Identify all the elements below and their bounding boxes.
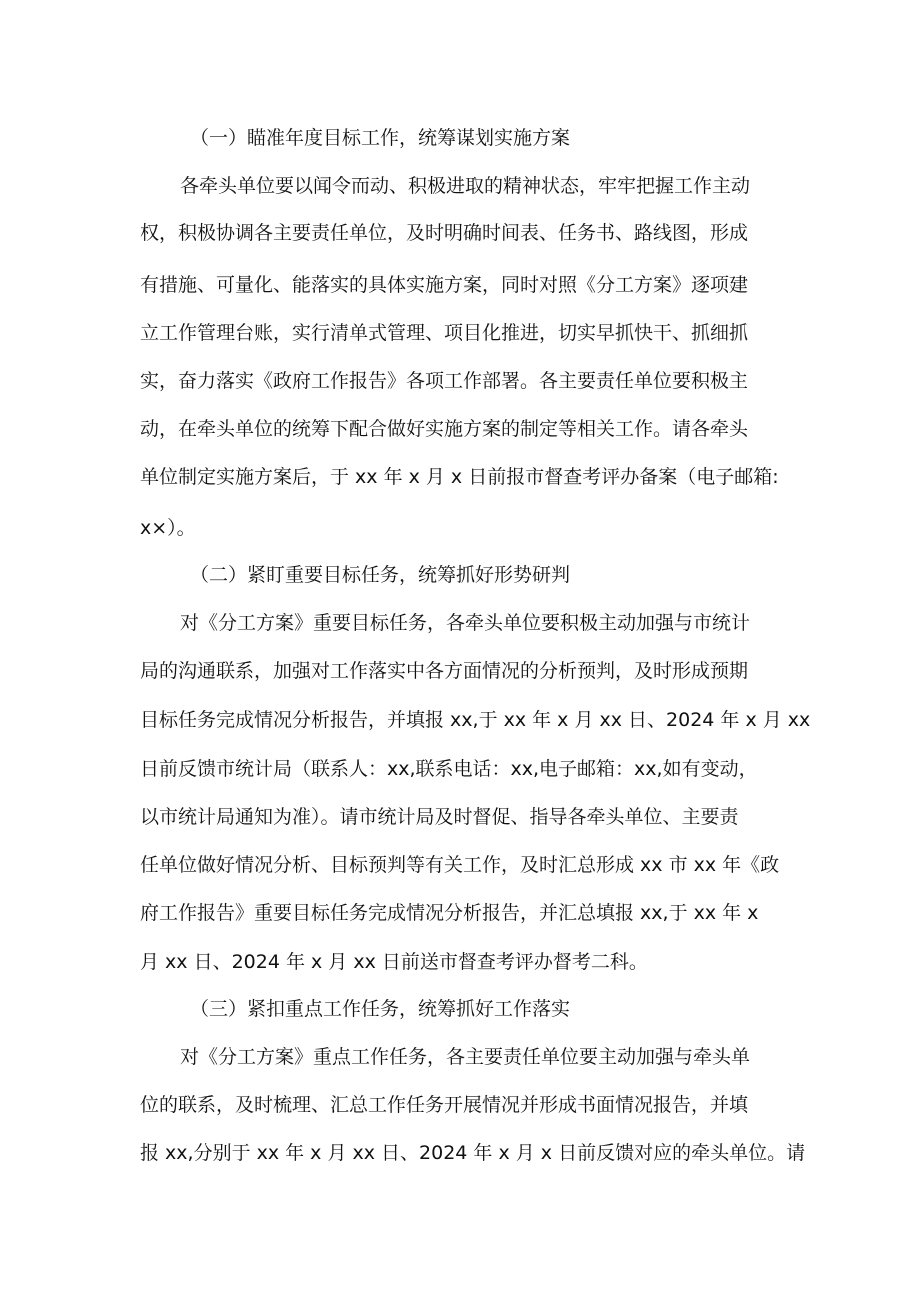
paragraph-line	[0, 651, 920, 691]
paragraph-line-text: 权，积极协调各主要责任单位，及时明确时间表、任务书、路线图，形成	[140, 222, 749, 244]
paragraph-line-text: 日前反馈市统计局（联系人：xx,联系电话：xx,电子邮箱：xx,如有变动，	[140, 758, 758, 780]
paragraph-line-text: 以市统计局通知为准）。请市统计局及时督促、指导各牵头单位、主要责	[140, 806, 739, 828]
paragraph-line	[0, 361, 920, 401]
paragraph-line-text: 单位制定实施方案后，于 xx 年 x 月 x 日前报市督查考评办备案（电子邮箱:	[140, 466, 779, 488]
paragraph-line	[0, 1085, 920, 1125]
paragraph-line	[0, 845, 920, 885]
paragraph-line-text: 动，在牵头单位的统筹下配合做好实施方案的制定等相关工作。请各牵头	[140, 418, 749, 440]
paragraph-line-text: 各牵头单位要以闻令而动、积极进取的精神状态，牢牢把握工作主动	[180, 175, 751, 197]
paragraph-line-text: 有措施、可量化、能落实的具体实施方案，同时对照《分工方案》逐项建	[140, 274, 749, 296]
paragraph-line	[0, 1037, 920, 1077]
paragraph-line	[0, 797, 920, 837]
paragraph-line-text: 目标任务完成情况分析报告，并填报 xx,于 xx 年 x 月 xx 日、2024 年 x 月 xx	[140, 709, 811, 731]
paragraph-line-text: 府工作报告》重要目标任务完成情况分析报告，并汇总填报 xx,于 xx 年 x	[140, 902, 759, 924]
paragraph-line	[0, 166, 920, 206]
paragraph-line-text: 实，奋力落实《政府工作报告》各项工作部署。各主要责任单位要积极主	[140, 370, 749, 392]
paragraph-line	[0, 313, 920, 353]
paragraph-line	[0, 942, 920, 982]
paragraph-line	[0, 409, 920, 449]
paragraph-line-text: 立工作管理台账，实行清单式管理、项目化推进，切实早抓快干、抓细抓	[140, 322, 749, 344]
section-heading-text: （一）瞄准年度目标工作，统筹谋划实施方案	[190, 127, 571, 149]
paragraph-line-text: 对《分工方案》重点工作任务，各主要责任单位要主动加强与牵头单	[180, 1046, 751, 1068]
paragraph-line-text: 位的联系，及时梳理、汇总工作任务开展情况并形成书面情况报告，并填	[140, 1094, 749, 1116]
paragraph-line	[0, 749, 920, 789]
paragraph-line	[0, 1133, 920, 1173]
section-heading-text: （二）紧盯重要目标任务，统筹抓好形势研判	[190, 564, 571, 586]
paragraph-line	[0, 893, 920, 933]
paragraph-line	[0, 700, 920, 740]
section-heading	[0, 118, 920, 158]
paragraph-line	[0, 457, 920, 497]
section-heading-text: （三）紧扣重点工作任务，统筹抓好工作落实	[190, 998, 571, 1020]
paragraph-line-text: 局的沟通联系，加强对工作落实中各方面情况的分析预判，及时形成预期	[140, 660, 749, 682]
paragraph-line-text: 任单位做好情况分析、目标预判等有关工作，及时汇总形成 xx 市 xx 年《政	[140, 854, 780, 876]
paragraph-line	[0, 603, 920, 643]
section-heading	[0, 989, 920, 1029]
paragraph-line	[0, 508, 920, 548]
section-heading	[0, 555, 920, 595]
paragraph-line-text: x×）。	[140, 517, 196, 539]
paragraph-line-text: 报 xx,分别于 xx 年 x 月 xx 日、2024 年 x 月 x 日前反馈对应的牵头单位。请	[140, 1142, 806, 1164]
paragraph-line-text: 对《分工方案》重要目标任务，各牵头单位要积极主动加强与市统计	[180, 612, 751, 634]
paragraph-line	[0, 265, 920, 305]
paragraph-line-text: 月 xx 日、2024 年 x 月 xx 日前送市督查考评办督考二科。	[140, 951, 648, 973]
paragraph-line	[0, 213, 920, 253]
